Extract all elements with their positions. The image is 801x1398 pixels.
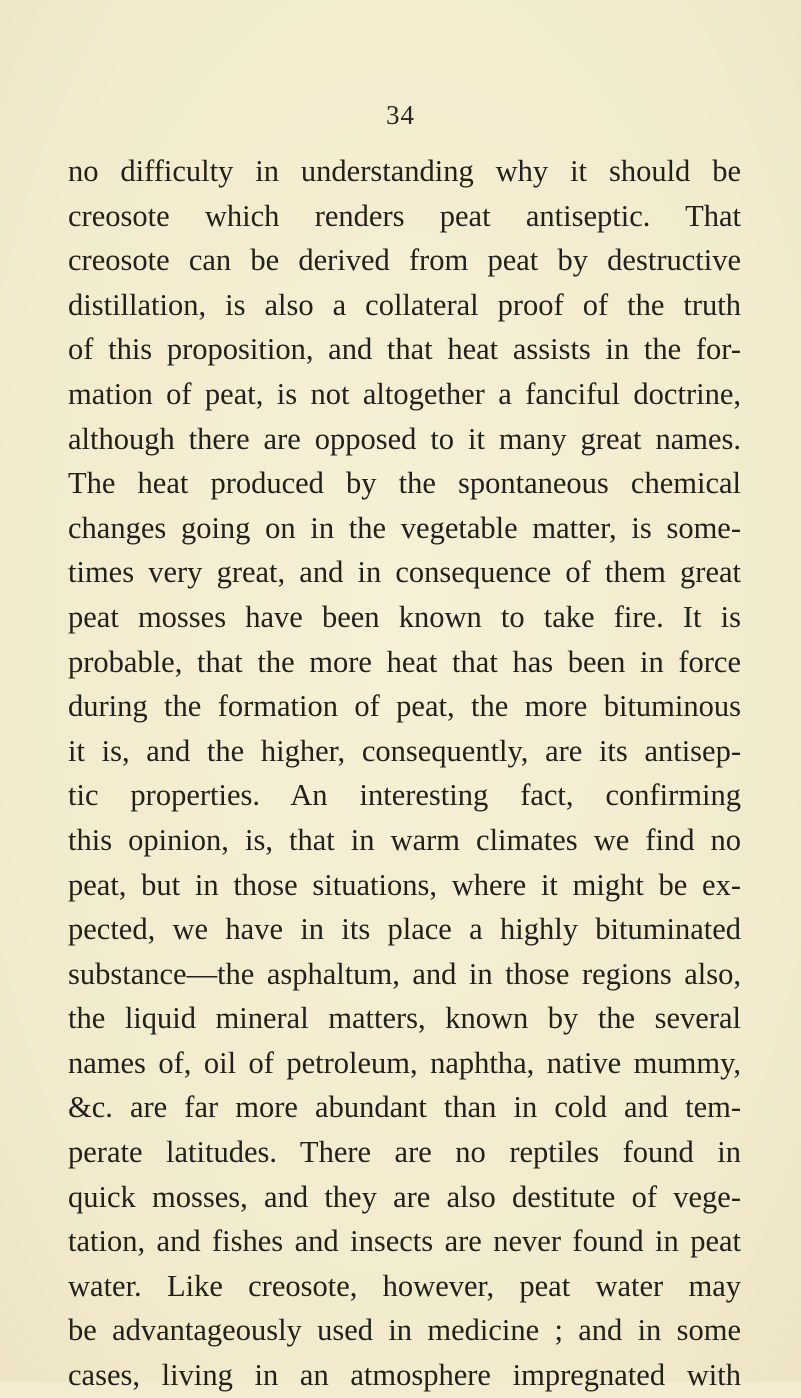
text-line: probable, that the more heat that has been in force xyxy=(68,644,741,679)
text-line: during the formation of peat, the more bituminous xyxy=(68,689,741,724)
text-line: this opinion, is, that in warm climates we find no xyxy=(68,822,741,857)
text-line: times very great, and in consequence of them great xyxy=(68,555,741,590)
text-line: The heat produced by the spontaneous chemical xyxy=(68,466,741,501)
text-line: no difficulty in understanding why it should be xyxy=(68,154,741,188)
text-line: water. Like creosote, however, peat water may xyxy=(68,1268,741,1303)
text-line: be advantageously used in medicine ; and in some xyxy=(68,1313,741,1348)
body-text xyxy=(68,149,741,1398)
text-line: peat mosses have been known to take fire. It is xyxy=(68,599,741,634)
text-line: perate latitudes. There are no reptiles found in xyxy=(68,1135,741,1170)
text-line: although there are opposed to it many great names. xyxy=(68,421,741,456)
text-line: creosote which renders peat antiseptic. That xyxy=(68,198,741,233)
text-line: changes going on in the vegetable matter, is some- xyxy=(68,510,741,545)
text-line: cases, living in an atmosphere impregnated with xyxy=(68,1358,741,1393)
text-line: of this proposition, and that heat assists in the for- xyxy=(68,332,741,367)
text-line: quick mosses, and they are also destitute of vege- xyxy=(68,1179,741,1214)
text-line: mation of peat, is not altogether a fanciful doctrine, xyxy=(68,376,741,411)
page-number: 34 xyxy=(386,100,415,130)
text-line: pected, we have in its place a highly bituminated xyxy=(68,912,741,947)
text-line: peat, but in those situations, where it might be ex- xyxy=(68,867,741,902)
text-line: tic properties. An interesting fact, confirming xyxy=(68,778,741,813)
text-line: distillation, is also a collateral proof of the truth xyxy=(68,287,741,322)
text-line: names of, oil of petroleum, naphtha, native mummy, xyxy=(68,1045,741,1080)
text-line: creosote can be derived from peat by destructive xyxy=(68,243,741,278)
text-line: substance—the asphaltum, and in those regions also, xyxy=(68,956,741,991)
text-line: &c. are far more abundant than in cold and tem- xyxy=(68,1090,741,1125)
text-line: it is, and the higher, consequently, are its antisep- xyxy=(68,733,741,768)
text-line: the liquid mineral matters, known by the several xyxy=(68,1001,741,1036)
text-line: tation, and fishes and insects are never found in peat xyxy=(68,1224,741,1259)
